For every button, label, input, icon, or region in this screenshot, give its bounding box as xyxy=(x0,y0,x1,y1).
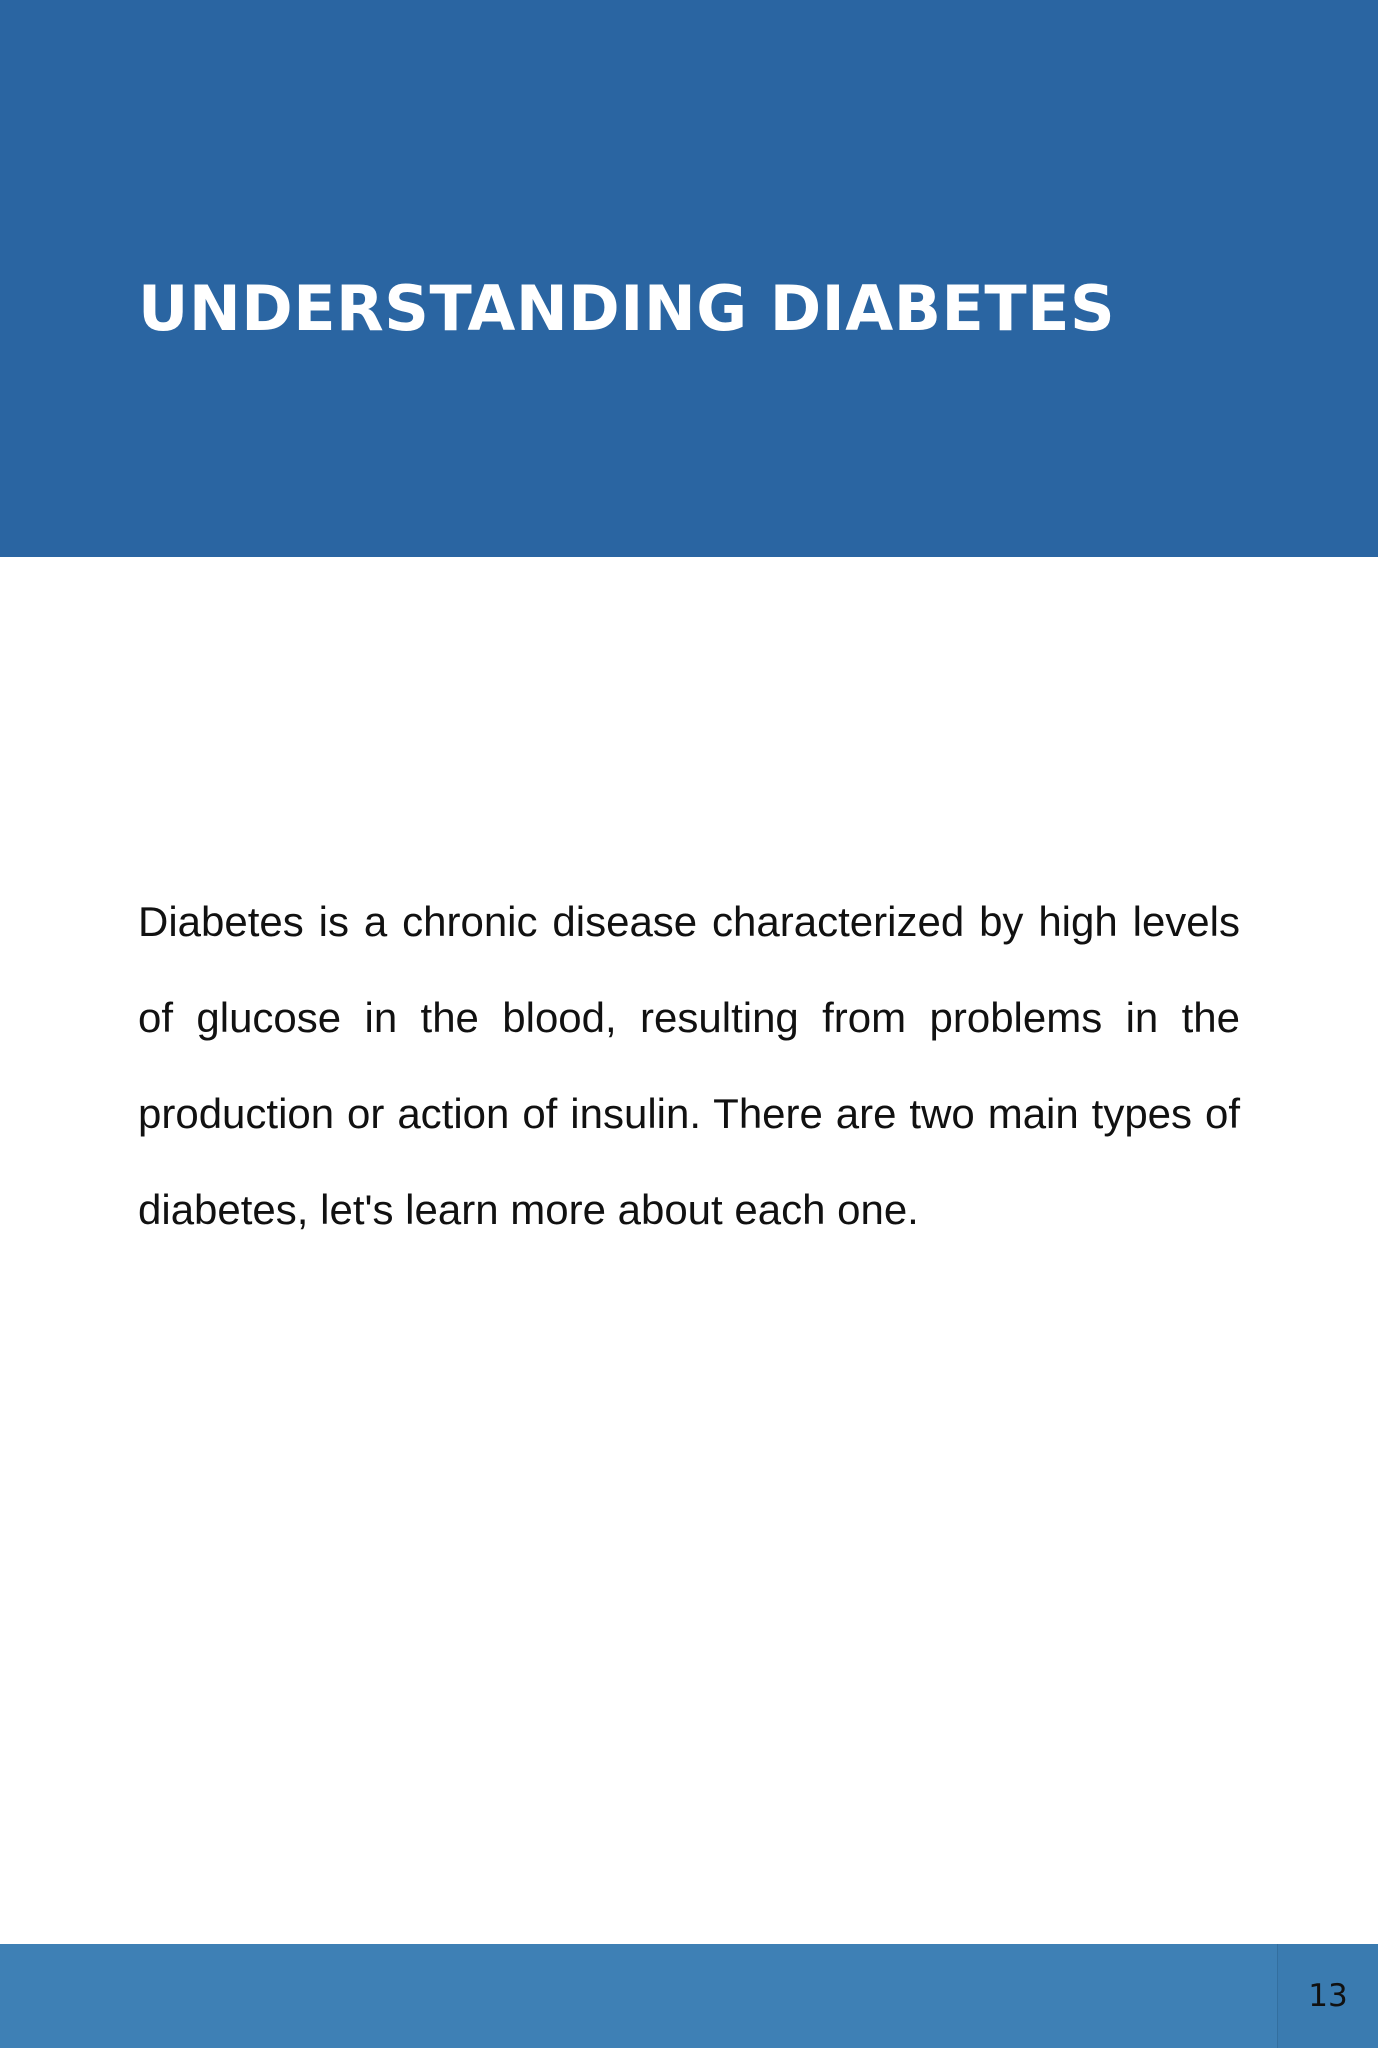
page-number: 13 xyxy=(1308,1978,1348,2014)
footer-band xyxy=(0,1944,1378,2048)
header-band xyxy=(0,0,1378,557)
page-number-box xyxy=(1277,1944,1378,2048)
page-title: UNDERSTANDING DIABETES xyxy=(138,272,1116,345)
body-paragraph: Diabetes is a chronic disease characterized by high levels of glucose in the blood, resulting from problems in the production or action of insulin. There are two main types of diabetes, let's learn more about each one. xyxy=(138,898,1240,1233)
